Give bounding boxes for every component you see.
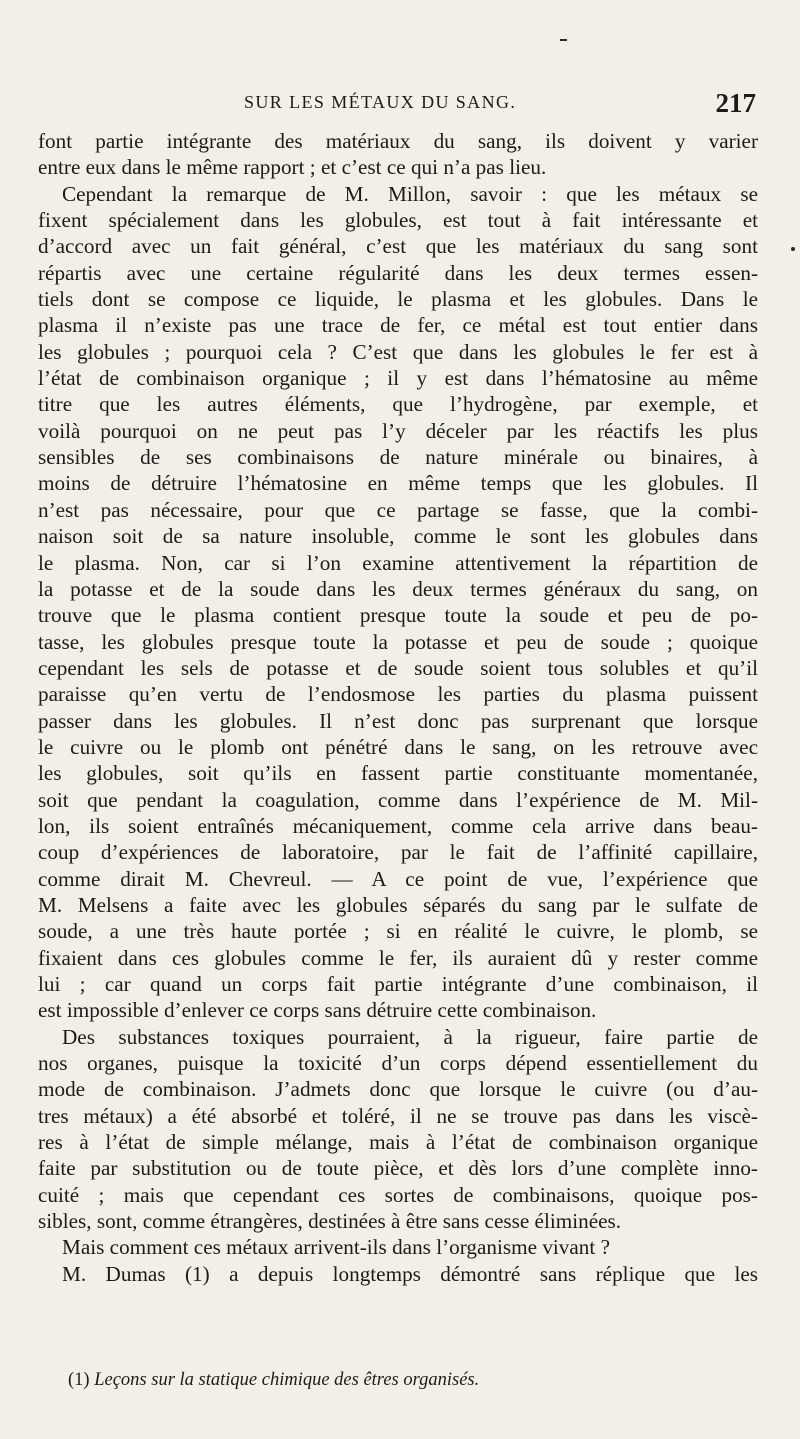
text-line: fixent spécialement dans les globules, est tout à fait intéressante et (38, 208, 758, 233)
text-line: paraisse qu’en vertu de l’endosmose les parties du plasma puissent (38, 682, 758, 707)
text-line: nos organes, puisque la toxicité d’un corps dépend essentiellement du (38, 1051, 758, 1076)
text-line: voilà pourquoi on ne peut pas l’y déceler par les réactifs les plus (38, 418, 758, 443)
footnote-marker: (1) (68, 1370, 90, 1390)
text-line: coup d’expériences de laboratoire, par le fait de l’affinité capillaire, (38, 840, 758, 865)
text-line: res à l’état de simple mélange, mais à l’état de combinaison organique (38, 1130, 758, 1155)
text-line: le plasma. Non, car si l’on examine attentivement la répartition de (38, 550, 758, 575)
text-line: les globules, soit qu’ils en fassent partie constituante momentanée, (38, 761, 758, 786)
text-line: n’est pas nécessaire, pour que ce partage se fasse, que la combi- (38, 497, 758, 522)
text-line: d’accord avec un fait général, c’est que les matériaux du sang sont (38, 234, 758, 259)
footnote-title: Leçons sur la statique chimique des êtres organisés. (94, 1370, 480, 1390)
running-head: SUR LES MÉTAUX DU SANG. (244, 92, 517, 112)
text-line: Mais comment ces métaux arrivent-ils dans l’organisme vivant ? (62, 1235, 610, 1260)
text-line: soit que pendant la coagulation, comme dans l’expérience de M. Mil- (38, 787, 758, 812)
text-line: moins de détruire l’hématosine en même temps que les globules. Il (38, 471, 758, 496)
text-line: la potasse et de la soude dans les deux termes généraux du sang, on (38, 576, 758, 601)
text-line: sensibles de ses combinaisons de nature minérale ou binaires, à (38, 445, 758, 470)
text-line: tiels dont se compose ce liquide, le plasma et les globules. Dans le (38, 287, 758, 312)
text-line: cependant les sels de potasse et de soude soient tous solubles et qu’il (38, 655, 758, 680)
text-line: les globules ; pourquoi cela ? C’est que dans les globules le fer est à (38, 339, 758, 364)
footnote (68, 1370, 668, 1391)
text-line: tasse, les globules presque toute la potasse et peu de soude ; quoique (38, 629, 758, 654)
text-line: répartis avec une certaine régularité dans les deux termes essen- (38, 260, 758, 285)
text-line: titre que les autres éléments, que l’hydrogène, par exemple, et (38, 392, 758, 417)
text-line: tres métaux) a été absorbé et toléré, il ne se trouve pas dans les viscè- (38, 1103, 758, 1128)
text-line: comme dirait M. Chevreul. — A ce point de vue, l’expérience que (38, 866, 758, 891)
text-line: lon, ils soient entraînés mécaniquement, comme cela arrive dans beau- (38, 813, 758, 838)
text-line: M. Dumas (1) a depuis longtemps démontré sans réplique que les (62, 1261, 758, 1286)
text-line: lui ; car quand un corps fait partie intégrante d’une combinaison, il (38, 972, 758, 996)
text-line: trouve que le plasma contient presque toute la soude et peu de po- (38, 603, 758, 628)
text-line: plasma il n’existe pas une trace de fer, ce métal est tout entier dans (38, 313, 758, 338)
scan-speck (791, 247, 795, 251)
text-line: entre eux dans le même rapport ; et c’est ce qui n’a pas lieu. (38, 155, 547, 180)
text-line: l’état de combinaison organique ; il y est dans l’hématosine au même (38, 366, 758, 391)
text-line: passer dans les globules. Il n’est donc pas surprenant que lorsque (38, 708, 758, 733)
text-line: mode de combinaison. J’admets donc que lorsque le cuivre (ou d’au- (38, 1077, 758, 1102)
text-line: sibles, sont, comme étrangères, destinées à être sans cesse éliminées. (38, 1209, 622, 1234)
text-line: fixaient dans ces globules comme le fer, ils auraient dû y rester comme (38, 945, 758, 970)
scan-speck (560, 39, 567, 41)
page-header (44, 88, 764, 122)
body-text (38, 128, 758, 1287)
text-line: Cependant la remarque de M. Millon, savoir : que les métaux se (62, 181, 758, 206)
text-line: Des substances toxiques pourraient, à la rigueur, faire partie de (62, 1024, 758, 1049)
page-number: 217 (715, 88, 756, 118)
text-line: soude, a une très haute portée ; si en réalité le cuivre, le plomb, se (38, 919, 758, 944)
text-line: faite par substitution ou de toute pièce, et dès lors d’une complète inno- (38, 1156, 758, 1181)
text-line: cuité ; mais que cependant ces sortes de combinaisons, quoique pos- (38, 1182, 758, 1207)
text-line: le cuivre ou le plomb ont pénétré dans le sang, on les retrouve avec (38, 734, 758, 759)
text-line: est impossible d’enlever ce corps sans détruire cette combinaison. (38, 998, 597, 1023)
text-line: M. Melsens a faite avec les globules séparés du sang par le sulfate de (38, 892, 758, 917)
text-line: naison soit de sa nature insoluble, comme le sont les globules dans (38, 524, 758, 549)
text-line: font partie intégrante des matériaux du sang, ils doivent y varier (38, 129, 758, 153)
